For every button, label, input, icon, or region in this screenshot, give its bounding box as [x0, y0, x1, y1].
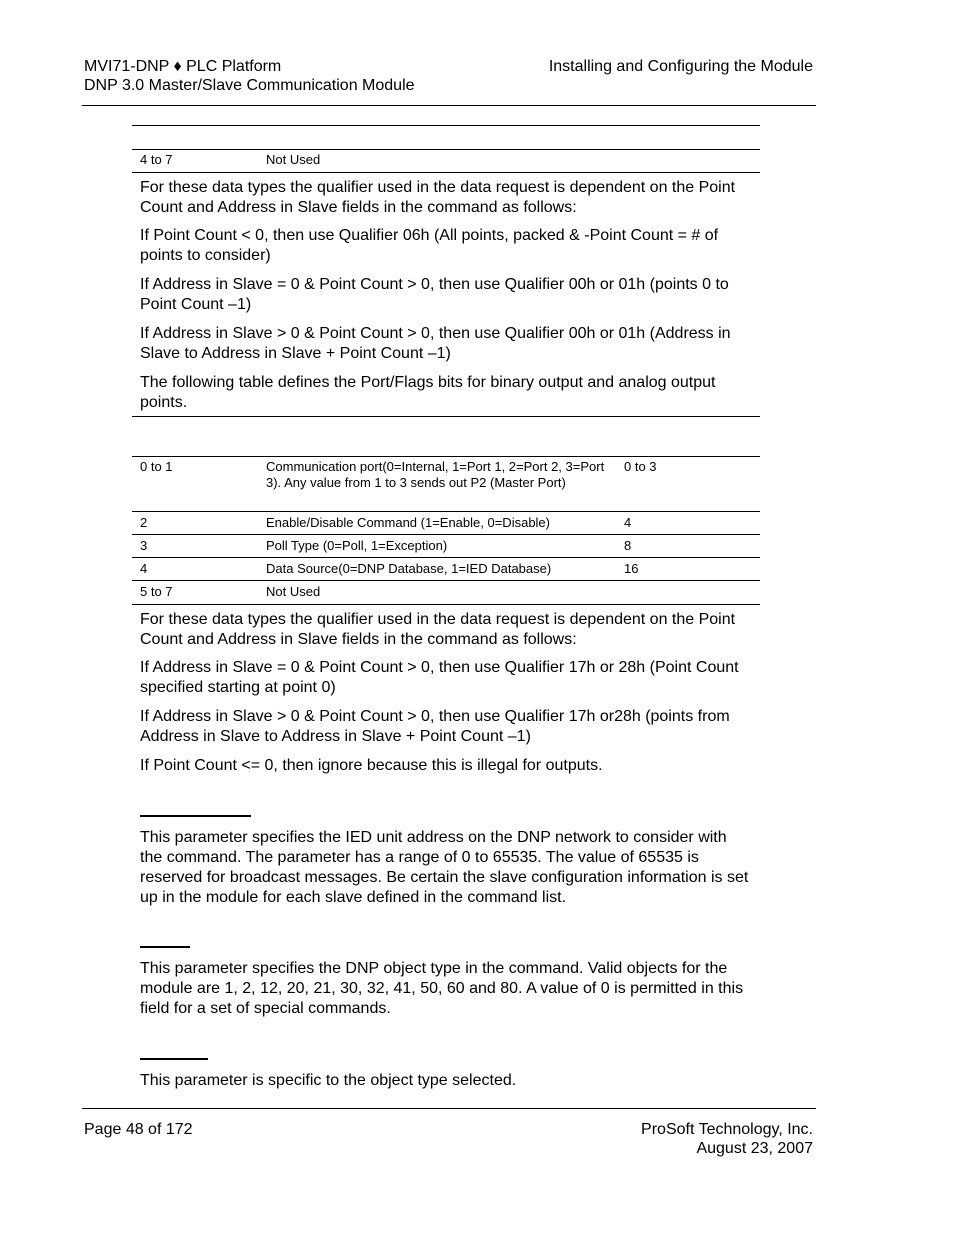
parameter-heading-underline [140, 815, 251, 817]
table2-row-rule [132, 534, 760, 535]
paragraph: If Address in Slave > 0 & Point Count > 0, then use Qualifier 17h or28h (points from Address in Slave to Address in Slave + Point Count –1) [140, 708, 730, 745]
table2-cell-value: 16 [624, 561, 639, 576]
page-number: Page 48 of 172 [84, 1121, 193, 1138]
parameter-description: This parameter specifies the IED unit address on the DNP network to consider with the command. The parameter has a range of 0 to 65535. The value of 65535 is reserved for broadcast messages. Be certain the slave configuration information is set up in the module for each slave defined in the command list. [140, 829, 749, 906]
header-section: Installing and Configuring the Module [548, 58, 813, 75]
table2-cell-bit: 2 [140, 515, 148, 530]
footer-company: ProSoft Technology, Inc. [641, 1121, 813, 1138]
table2-row-rule [132, 580, 760, 581]
parameter-description: This parameter specifies the DNP object type in the command. Valid objects for the module are 1, 2, 12, 20, 21, 30, 32, 41, 50, 60 and 80. A value of 0 is permitted in this field for a set of special commands. [140, 960, 744, 1017]
table2-cell-value: 8 [624, 538, 632, 553]
paragraph: If Address in Slave > 0 & Point Count > 0, then use Qualifier 00h or 01h (Address in Slave to Address in Slave + Point Count –1) [140, 325, 731, 362]
header-subtitle: DNP 3.0 Master/Slave Communication Module [84, 77, 415, 94]
paragraph: If Point Count <= 0, then ignore because this is illegal for outputs. [140, 757, 603, 774]
footer-date: August 23, 2007 [696, 1140, 813, 1157]
table1-row-rule [132, 172, 760, 173]
table2-row-rule [132, 511, 760, 512]
parameter-description: This parameter is specific to the object type selected. [140, 1072, 517, 1089]
header-title: MVI71-DNP ♦ PLC Platform [84, 58, 282, 75]
parameter-heading-underline [140, 946, 190, 948]
paragraph: If Point Count < 0, then use Qualifier 06h (All points, packed & -Point Count = # of points to consider) [140, 227, 719, 264]
paragraph: The following table defines the Port/Flags bits for binary output and analog output points. [140, 374, 716, 411]
header-rule [82, 105, 816, 106]
table2-cell-bit: 5 to 7 [140, 584, 173, 599]
table2-cell-bit: 0 to 1 [140, 459, 173, 474]
table2-cell-value: 0 to 3 [624, 459, 657, 474]
table1-cell-bit: 4 to 7 [140, 152, 173, 167]
table2-header-rule [132, 456, 760, 457]
table2-cell-bit: 4 [140, 561, 148, 576]
section1-bottom-rule [132, 416, 760, 417]
table2-cell-value: 4 [624, 515, 632, 530]
footer-rule [82, 1108, 816, 1109]
table2-cell-description: Enable/Disable Command (1=Enable, 0=Disable) [266, 515, 550, 530]
table1-top-rule [132, 125, 760, 126]
table2-cell-description: Not Used [266, 584, 321, 599]
parameter-heading-underline [140, 1058, 208, 1060]
table1-cell-description: Not Used [266, 152, 321, 167]
paragraph: For these data types the qualifier used in the data request is dependent on the Point Count and Address in Slave fields in the command as follows: [140, 611, 736, 648]
table2-cell-description: Data Source(0=DNP Database, 1=IED Database) [266, 561, 552, 576]
table2-row-rule [132, 557, 760, 558]
table1-header-rule [132, 149, 760, 150]
paragraph: For these data types the qualifier used in the data request is dependent on the Point Count and Address in Slave fields in the command as follows: [140, 179, 736, 216]
paragraph: If Address in Slave = 0 & Point Count > 0, then use Qualifier 00h or 01h (points 0 to Point Count –1) [140, 276, 729, 313]
table2-cell-bit: 3 [140, 538, 148, 553]
table2-cell-description: Poll Type (0=Poll, 1=Exception) [266, 538, 448, 553]
table2-cell-description: Communication port(0=Internal, 1=Port 1, 2=Port 2, 3=Port 3). Any value from 1 to 3 sends out P2 (Master Port) [266, 459, 605, 490]
paragraph: If Address in Slave = 0 & Point Count > 0, then use Qualifier 17h or 28h (Point Count specified starting at point 0) [140, 659, 739, 696]
table2-bottom-rule [132, 604, 760, 605]
